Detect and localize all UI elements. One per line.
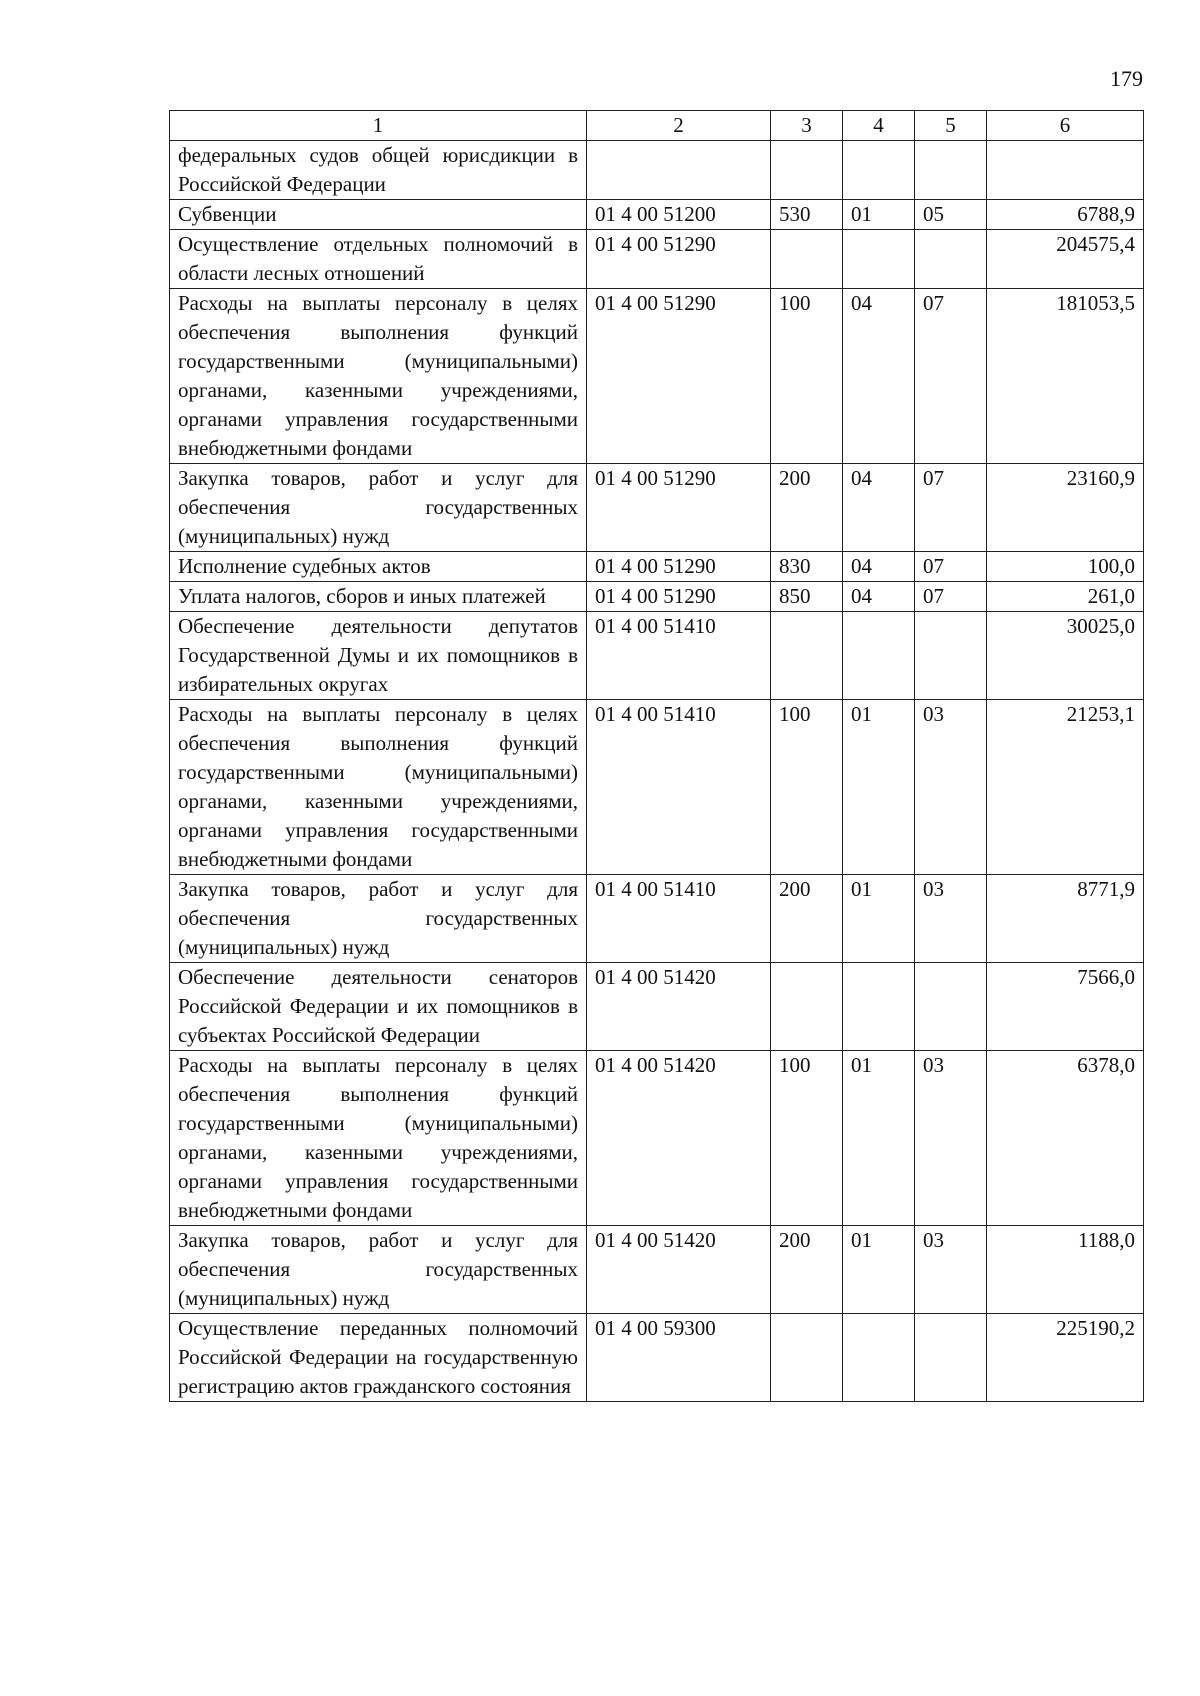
row-subsection: 07	[915, 582, 987, 612]
row-subsection	[915, 1314, 987, 1402]
row-subsection	[915, 963, 987, 1051]
row-amount: 1188,0	[987, 1226, 1144, 1314]
row-amount: 30025,0	[987, 612, 1144, 700]
row-code: 01 4 00 51420	[587, 1226, 771, 1314]
row-code: 01 4 00 51420	[587, 963, 771, 1051]
table-row	[170, 612, 1144, 700]
row-amount: 7566,0	[987, 963, 1144, 1051]
row-section: 01	[843, 875, 915, 963]
row-expense-type	[771, 141, 843, 200]
row-expense-type: 530	[771, 200, 843, 230]
row-subsection: 03	[915, 1226, 987, 1314]
table-row	[170, 464, 1144, 552]
row-amount	[987, 141, 1144, 200]
row-code	[587, 141, 771, 200]
row-subsection: 05	[915, 200, 987, 230]
column-header: 2	[587, 111, 771, 141]
row-expense-type	[771, 612, 843, 700]
row-subsection: 03	[915, 875, 987, 963]
row-code: 01 4 00 51410	[587, 700, 771, 875]
column-header: 5	[915, 111, 987, 141]
table-row	[170, 1051, 1144, 1226]
row-amount: 6788,9	[987, 200, 1144, 230]
column-header: 4	[843, 111, 915, 141]
row-section: 01	[843, 1226, 915, 1314]
row-amount: 6378,0	[987, 1051, 1144, 1226]
column-header: 1	[170, 111, 587, 141]
row-code: 01 4 00 51290	[587, 552, 771, 582]
row-section: 04	[843, 582, 915, 612]
row-expense-type: 200	[771, 464, 843, 552]
table-row	[170, 552, 1144, 582]
row-code: 01 4 00 51410	[587, 875, 771, 963]
row-description: Уплата налогов, сборов и иных платежей	[170, 582, 587, 612]
row-description: Осуществление отдельных полномочий в области лесных отношений	[170, 230, 587, 289]
row-amount: 21253,1	[987, 700, 1144, 875]
row-section: 01	[843, 700, 915, 875]
row-code: 01 4 00 51410	[587, 612, 771, 700]
row-expense-type	[771, 230, 843, 289]
row-expense-type: 200	[771, 875, 843, 963]
row-amount: 225190,2	[987, 1314, 1144, 1402]
column-header: 6	[987, 111, 1144, 141]
row-section: 01	[843, 1051, 915, 1226]
table-row	[170, 289, 1144, 464]
row-amount: 8771,9	[987, 875, 1144, 963]
row-section: 04	[843, 464, 915, 552]
row-subsection	[915, 612, 987, 700]
column-header: 3	[771, 111, 843, 141]
table-row	[170, 1226, 1144, 1314]
table-row	[170, 230, 1144, 289]
page-number: 179	[1110, 66, 1143, 91]
row-description: федеральных судов общей юрисдикции в Российской Федерации	[170, 141, 587, 200]
row-expense-type: 850	[771, 582, 843, 612]
table-row	[170, 1314, 1144, 1402]
row-amount: 181053,5	[987, 289, 1144, 464]
row-code: 01 4 00 51420	[587, 1051, 771, 1226]
row-amount: 204575,4	[987, 230, 1144, 289]
row-section: 04	[843, 552, 915, 582]
row-description: Исполнение судебных актов	[170, 552, 587, 582]
row-code: 01 4 00 51290	[587, 464, 771, 552]
row-subsection	[915, 141, 987, 200]
table-row	[170, 700, 1144, 875]
row-expense-type: 100	[771, 700, 843, 875]
row-code: 01 4 00 51290	[587, 582, 771, 612]
row-section	[843, 612, 915, 700]
row-description: Закупка товаров, работ и услуг для обеспечения государственных (муниципальных) нужд	[170, 875, 587, 963]
row-code: 01 4 00 51290	[587, 289, 771, 464]
row-code: 01 4 00 59300	[587, 1314, 771, 1402]
row-section	[843, 141, 915, 200]
row-section	[843, 963, 915, 1051]
row-section	[843, 230, 915, 289]
row-section: 01	[843, 200, 915, 230]
row-subsection: 03	[915, 700, 987, 875]
row-description: Субвенции	[170, 200, 587, 230]
row-code: 01 4 00 51200	[587, 200, 771, 230]
row-code: 01 4 00 51290	[587, 230, 771, 289]
table-row	[170, 582, 1144, 612]
row-expense-type: 100	[771, 1051, 843, 1226]
row-section	[843, 1314, 915, 1402]
row-description: Закупка товаров, работ и услуг для обеспечения государственных (муниципальных) нужд	[170, 464, 587, 552]
row-expense-type	[771, 1314, 843, 1402]
row-subsection: 07	[915, 552, 987, 582]
table-row	[170, 875, 1144, 963]
budget-table	[169, 110, 1144, 1402]
table-row	[170, 200, 1144, 230]
row-description: Расходы на выплаты персоналу в целях обеспечения выполнения функций государственными (муниципальными) органами, казенными учреждениями, органами управления государственными внебюджетными фондами	[170, 289, 587, 464]
row-amount: 23160,9	[987, 464, 1144, 552]
row-amount: 261,0	[987, 582, 1144, 612]
row-amount: 100,0	[987, 552, 1144, 582]
row-description: Обеспечение деятельности депутатов Государственной Думы и их помощников в избирательных округах	[170, 612, 587, 700]
row-subsection: 07	[915, 289, 987, 464]
row-subsection: 07	[915, 464, 987, 552]
row-description: Осуществление переданных полномочий Российской Федерации на государственную регистрацию актов гражданского состояния	[170, 1314, 587, 1402]
row-description: Обеспечение деятельности сенаторов Российской Федерации и их помощников в субъектах Российской Федерации	[170, 963, 587, 1051]
row-expense-type: 830	[771, 552, 843, 582]
header-row	[170, 111, 1144, 141]
row-expense-type: 200	[771, 1226, 843, 1314]
row-section: 04	[843, 289, 915, 464]
row-expense-type: 100	[771, 289, 843, 464]
row-description: Расходы на выплаты персоналу в целях обеспечения выполнения функций государственными (муниципальными) органами, казенными учреждениями, органами управления государственными внебюджетными фондами	[170, 1051, 587, 1226]
row-description: Закупка товаров, работ и услуг для обеспечения государственных (муниципальных) нужд	[170, 1226, 587, 1314]
row-expense-type	[771, 963, 843, 1051]
row-subsection	[915, 230, 987, 289]
row-description: Расходы на выплаты персоналу в целях обеспечения выполнения функций государственными (муниципальными) органами, казенными учреждениями, органами управления государственными внебюджетными фондами	[170, 700, 587, 875]
table-row	[170, 963, 1144, 1051]
row-subsection: 03	[915, 1051, 987, 1226]
table-row	[170, 141, 1144, 200]
